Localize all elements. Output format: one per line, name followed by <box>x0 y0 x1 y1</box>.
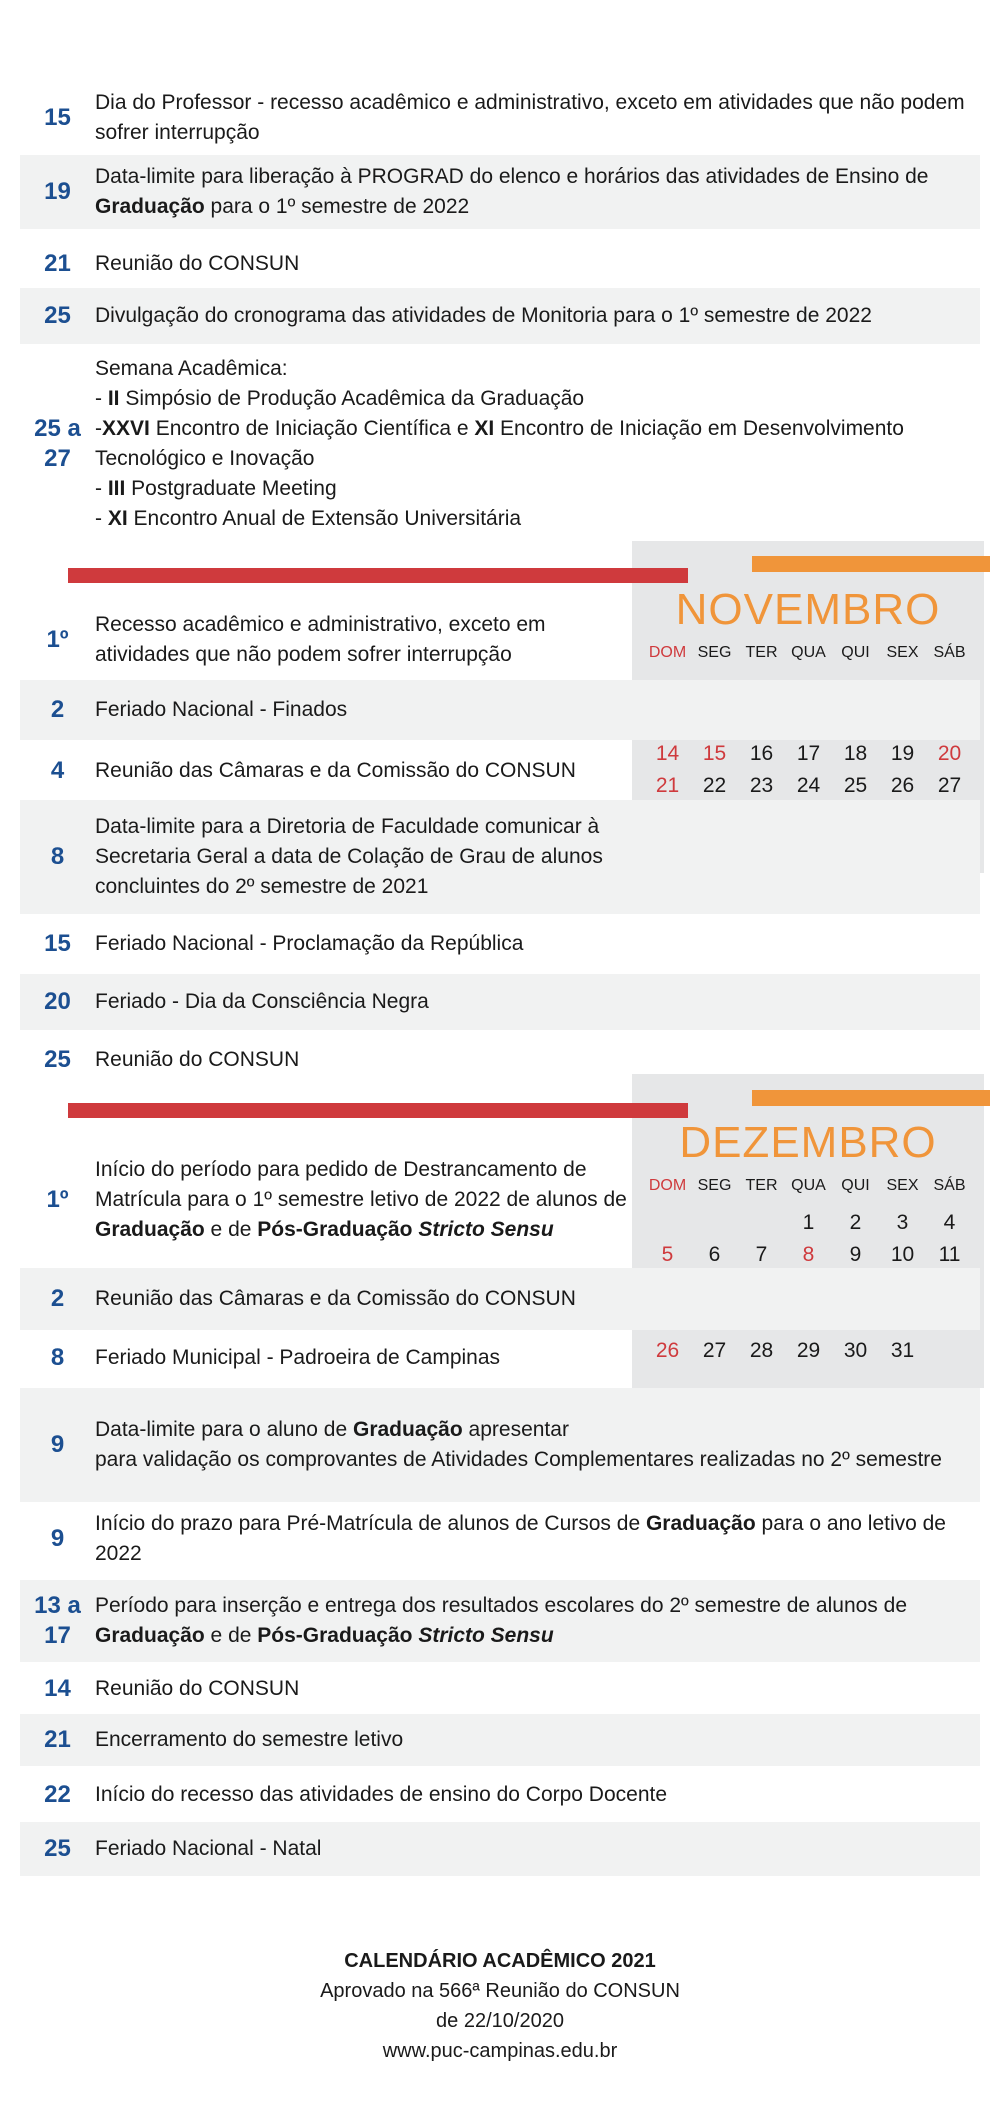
event-date: 22 <box>44 1781 71 1808</box>
calendar-day: 5 <box>661 1243 674 1266</box>
event-date: 1º <box>46 626 69 653</box>
event-date: 14 <box>44 1675 71 1702</box>
calendar-day: 14 <box>655 742 680 765</box>
event-date: 15 <box>44 104 71 131</box>
event-date: 15 <box>44 930 71 957</box>
footer-date: de 22/10/2020 <box>436 2010 564 2032</box>
event-text: Período para inserção e entrega dos resultados escolares do 2º semestre de alunos de Graduação e de Pós-Graduação Stricto Sensu <box>95 1594 907 1647</box>
event-text: Início do prazo para Pré-Matrícula de alunos de Cursos de Graduação para o ano letivo de 2022 <box>95 1512 946 1565</box>
event-text: Reunião das Câmaras e da Comissão do CONSUN <box>95 759 576 782</box>
event-text: Semana Acadêmica: - II Simpósio de Produção Acadêmica da Graduação -XXVI Encontro de Iniciação Científica e XI Encontro de Iniciação em Desenvolvimento Tecnológico e Inovação - III Postgraduate Meeting - XI Encontro Anual de Extensão Universitária <box>95 357 904 530</box>
event-date: 1º <box>46 1186 69 1213</box>
calendar-day: 25 <box>843 774 868 797</box>
weekday-label: DOM <box>648 1177 687 1194</box>
event-row <box>20 744 980 798</box>
calendar-day: 24 <box>796 774 821 797</box>
event-row <box>20 288 980 344</box>
event-date: 8 <box>50 843 65 870</box>
calendar-day: 10 <box>890 1243 915 1266</box>
calendar-day: 22 <box>702 774 727 797</box>
event-date: 8 <box>50 1344 65 1371</box>
event-row <box>20 1334 980 1382</box>
event-text: Reunião do CONSUN <box>95 1677 300 1700</box>
event-row <box>20 1504 980 1574</box>
footer-website: www.puc-campinas.edu.br <box>382 2040 618 2062</box>
event-text: Data-limite para a Diretoria de Faculdade comunicar à Secretaria Geral a data de Colação de Grau de alunos concluintes do 2º semestre de 2021 <box>95 815 603 898</box>
footer-title: CALENDÁRIO ACADÊMICO 2021 <box>344 1950 656 1972</box>
accent-bar <box>752 1090 990 1106</box>
event-date: 21 <box>44 250 71 277</box>
event-row <box>20 1268 980 1330</box>
footer-approval: Aprovado na 566ª Reunião do CONSUN <box>320 1980 680 2002</box>
weekday-label: SEG <box>697 1177 732 1194</box>
event-date: 20 <box>44 988 71 1015</box>
event-text: Data-limite para o aluno de Graduação apresentar para validação os comprovantes de Atividades Complementares realizadas no 2º semestre <box>95 1418 942 1471</box>
event-text: Encerramento do semestre letivo <box>95 1728 404 1751</box>
footer <box>0 1946 1000 2066</box>
weekday-label: SEG <box>697 644 732 661</box>
weekday-label: TER <box>745 644 778 661</box>
event-row <box>20 1580 980 1662</box>
event-row <box>20 86 980 150</box>
calendar-day: 1 <box>802 1211 815 1234</box>
weekday-label: DOM <box>648 644 687 661</box>
section-divider <box>68 1103 688 1118</box>
event-row <box>20 1666 980 1712</box>
calendar-day: 19 <box>890 742 915 765</box>
month-title: DEZEMBRO <box>679 1118 937 1167</box>
calendar-day: 15 <box>702 742 727 765</box>
calendar-day: 16 <box>749 742 774 765</box>
event-row <box>20 1138 980 1262</box>
event-text: Reunião das Câmaras e da Comissão do CONSUN <box>95 1287 576 1310</box>
event-date: 25 <box>44 1835 71 1862</box>
weekday-label: SÁB <box>933 644 966 661</box>
calendar-day: 8 <box>802 1243 815 1266</box>
event-date: 25 <box>44 1046 71 1073</box>
event-date: 2 <box>50 696 65 723</box>
event-text: Feriado Municipal - Padroeira de Campinas <box>95 1346 501 1369</box>
calendar-day: 31 <box>890 1339 915 1362</box>
event-date: 21 <box>44 1726 71 1753</box>
event-date: 9 <box>50 1431 65 1458</box>
event-text: Divulgação do cronograma das atividades de Monitoria para o 1º semestre de 2022 <box>95 304 872 327</box>
event-text: Feriado Nacional - Finados <box>95 698 348 721</box>
event-row <box>20 680 980 740</box>
event-text: Feriado Nacional - Natal <box>95 1837 322 1860</box>
calendar-day: 3 <box>896 1211 909 1234</box>
calendar-day: 18 <box>843 742 868 765</box>
event-row <box>20 1388 980 1502</box>
event-date: 2 <box>50 1285 65 1312</box>
weekday-label: SÁB <box>933 1177 966 1194</box>
event-date: 25 a 27 <box>34 415 81 472</box>
event-date: 19 <box>44 178 71 205</box>
weekday-label: SEX <box>886 644 919 661</box>
event-row <box>20 922 980 966</box>
calendar-day: 28 <box>749 1339 774 1362</box>
event-row <box>20 244 980 284</box>
event-row <box>20 1770 980 1820</box>
event-date: 13 a 17 <box>34 1592 81 1649</box>
event-text: Recesso acadêmico e administrativo, exceto em atividades que não podem sofrer interrupção <box>95 613 546 666</box>
month-title: NOVEMBRO <box>675 585 941 634</box>
weekday-label: QUI <box>841 644 870 661</box>
calendar-day: 26 <box>890 774 915 797</box>
calendar-day: 27 <box>702 1339 727 1362</box>
event-row <box>20 604 980 676</box>
event-date: 9 <box>50 1525 65 1552</box>
event-row <box>20 974 980 1030</box>
event-text: Dia do Professor - recesso acadêmico e administrativo, exceto em atividades que não podem sofrer interrupção <box>95 91 965 144</box>
event-date: 4 <box>50 757 65 784</box>
event-text: Reunião do CONSUN <box>95 1048 300 1071</box>
event-row <box>20 1822 980 1876</box>
event-row <box>20 155 980 229</box>
event-row <box>20 1714 980 1766</box>
calendar-day: 23 <box>749 774 774 797</box>
event-row <box>20 352 980 536</box>
calendar-day: 11 <box>938 1243 961 1266</box>
event-text: Feriado Nacional - Proclamação da República <box>95 932 524 955</box>
calendar-day: 26 <box>655 1339 680 1362</box>
weekday-label: TER <box>745 1177 778 1194</box>
weekday-label: QUI <box>841 1177 870 1194</box>
section-divider <box>68 568 688 583</box>
calendar-day: 6 <box>708 1243 721 1266</box>
calendar-day: 2 <box>849 1211 862 1234</box>
calendar-day: 17 <box>796 742 821 765</box>
calendar-day: 30 <box>843 1339 868 1362</box>
weekday-label: SEX <box>886 1177 919 1194</box>
event-date: 25 <box>44 302 71 329</box>
event-text: Reunião do CONSUN <box>95 252 300 275</box>
event-row <box>20 800 980 914</box>
calendar-day: 4 <box>943 1211 956 1234</box>
weekday-label: QUA <box>791 644 826 661</box>
event-text: Início do recesso das atividades de ensino do Corpo Docente <box>95 1783 668 1806</box>
calendar-day: 27 <box>937 774 962 797</box>
event-text: Data-limite para liberação à PROGRAD do elenco e horários das atividades de Ensino de Graduação para o 1º semestre de 2022 <box>95 165 929 218</box>
accent-bar <box>752 556 990 572</box>
weekday-label: QUA <box>791 1177 826 1194</box>
event-text: Feriado - Dia da Consciência Negra <box>95 990 429 1013</box>
calendar-day: 21 <box>655 774 680 797</box>
event-text: Início do período para pedido de Destrancamento de Matrícula para o 1º semestre letivo de 2022 de alunos de Graduação e de Pós-Graduação Stricto Sensu <box>95 1158 627 1241</box>
calendar-day: 20 <box>937 742 962 765</box>
calendar-day: 29 <box>796 1339 821 1362</box>
calendar-day: 7 <box>755 1243 768 1266</box>
calendar-day: 9 <box>849 1243 862 1266</box>
